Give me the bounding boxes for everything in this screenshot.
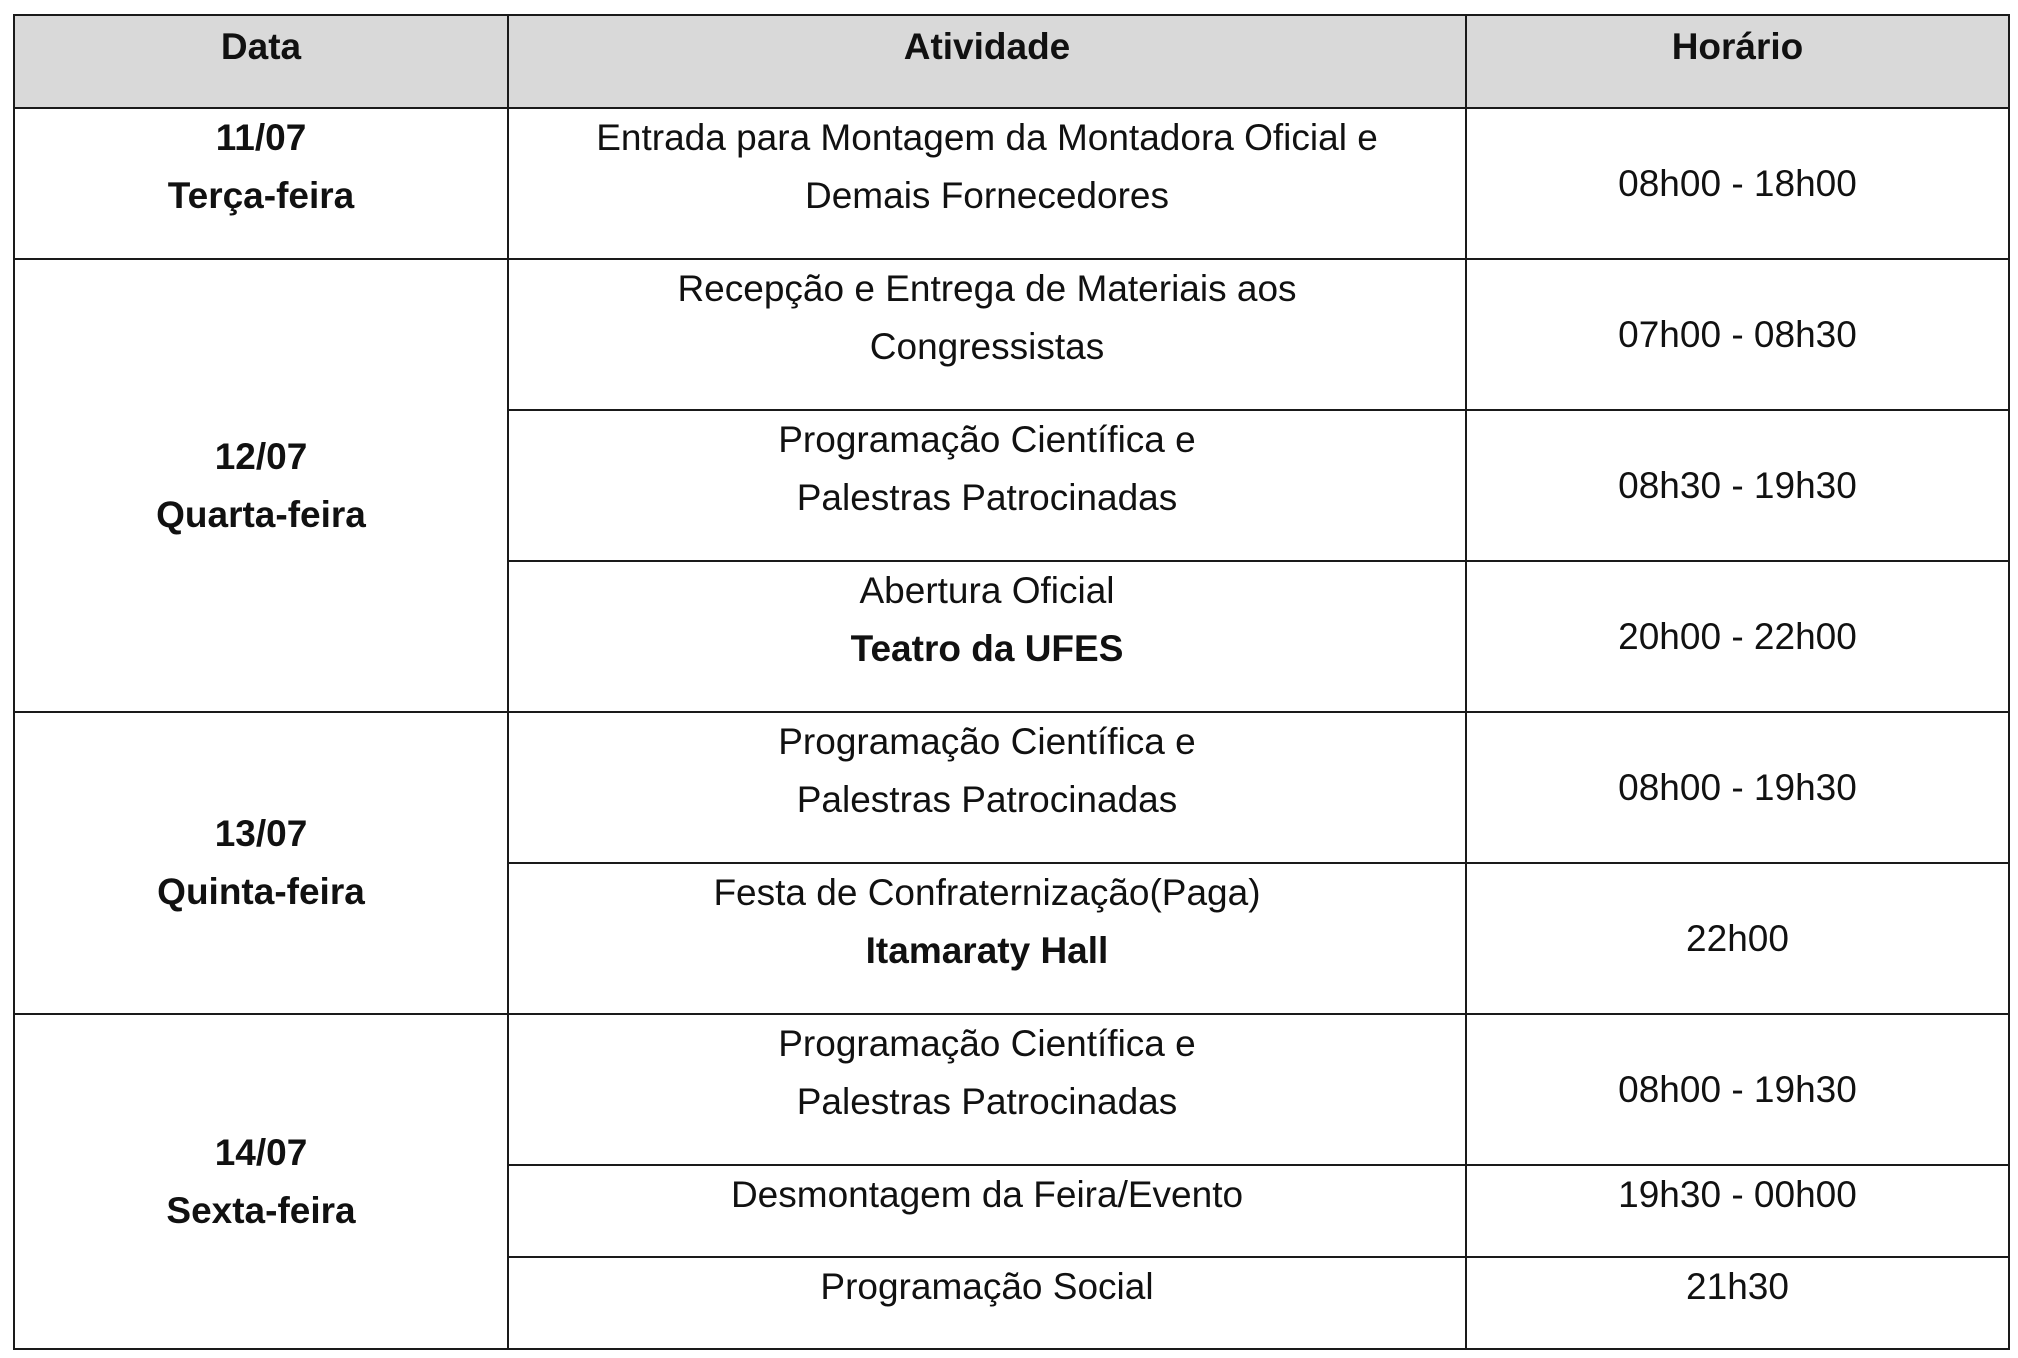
date-value: 11/07 (215, 117, 307, 158)
activity-cell (508, 712, 1466, 863)
header-date: Data (14, 15, 508, 108)
activity-line: Programação Científica e (778, 1023, 1196, 1064)
activity-line: Programação Científica e (778, 721, 1196, 762)
time-cell: 07h00 - 08h30 (1466, 259, 2009, 410)
header-time: Horário (1466, 15, 2009, 108)
activity-line: Programação Científica e (778, 419, 1196, 460)
date-cell (14, 712, 508, 1014)
time-cell: 22h00 (1466, 863, 2009, 1014)
time-cell: 19h30 - 00h00 (1466, 1165, 2009, 1257)
date-value: 12/07 (214, 435, 308, 477)
activity-line: Desmontagem da Feira/Evento (730, 1174, 1244, 1215)
activity-cell (508, 108, 1466, 259)
activity-line: Congressistas (869, 326, 1105, 367)
date-cell (14, 1014, 508, 1349)
date-cell (14, 259, 508, 712)
table-row (14, 108, 2009, 259)
activity-line: Demais Fornecedores (805, 175, 1169, 216)
date-value: 13/07 (214, 813, 308, 854)
activity-line: Palestras Patrocinadas (796, 779, 1178, 820)
venue-name: Itamaraty Hall (865, 930, 1109, 971)
activity-line: Abertura Oficial (859, 570, 1115, 611)
weekday-value: Terça-feira (167, 175, 355, 216)
activity-line: Palestras Patrocinadas (796, 477, 1178, 518)
header-row (14, 15, 2009, 108)
activity-line: Entrada para Montagem da Montadora Oficial e (596, 117, 1378, 158)
schedule-table (13, 14, 2010, 1350)
weekday-value: Sexta-feira (166, 1189, 356, 1231)
activity-line: Programação Social (820, 1266, 1154, 1307)
activity-cell (508, 1165, 1466, 1257)
header-activity: Atividade (508, 15, 1466, 108)
activity-line: Recepção e Entrega de Materiais aos (677, 268, 1297, 309)
time-cell: 21h30 (1466, 1257, 2009, 1349)
table-row (14, 1014, 2009, 1165)
time-cell: 20h00 - 22h00 (1466, 561, 2009, 712)
table-row (14, 712, 2009, 863)
time-cell: 08h00 - 18h00 (1466, 108, 2009, 259)
weekday-value: Quinta-feira (157, 871, 365, 912)
venue-name: Teatro da UFES (850, 628, 1124, 669)
time-cell: 08h00 - 19h30 (1466, 712, 2009, 863)
activity-cell (508, 259, 1466, 410)
activity-cell (508, 561, 1466, 712)
activity-line: Festa de Confraternização(Paga) (713, 872, 1261, 913)
date-value: 14/07 (214, 1131, 308, 1173)
activity-cell (508, 863, 1466, 1014)
time-cell: 08h30 - 19h30 (1466, 410, 2009, 561)
activity-line: Palestras Patrocinadas (796, 1081, 1178, 1122)
activity-cell (508, 410, 1466, 561)
time-cell: 08h00 - 19h30 (1466, 1014, 2009, 1165)
weekday-value: Quarta-feira (156, 493, 366, 535)
table-row (14, 259, 2009, 410)
activity-cell (508, 1014, 1466, 1165)
activity-cell (508, 1257, 1466, 1349)
date-cell (14, 108, 508, 259)
